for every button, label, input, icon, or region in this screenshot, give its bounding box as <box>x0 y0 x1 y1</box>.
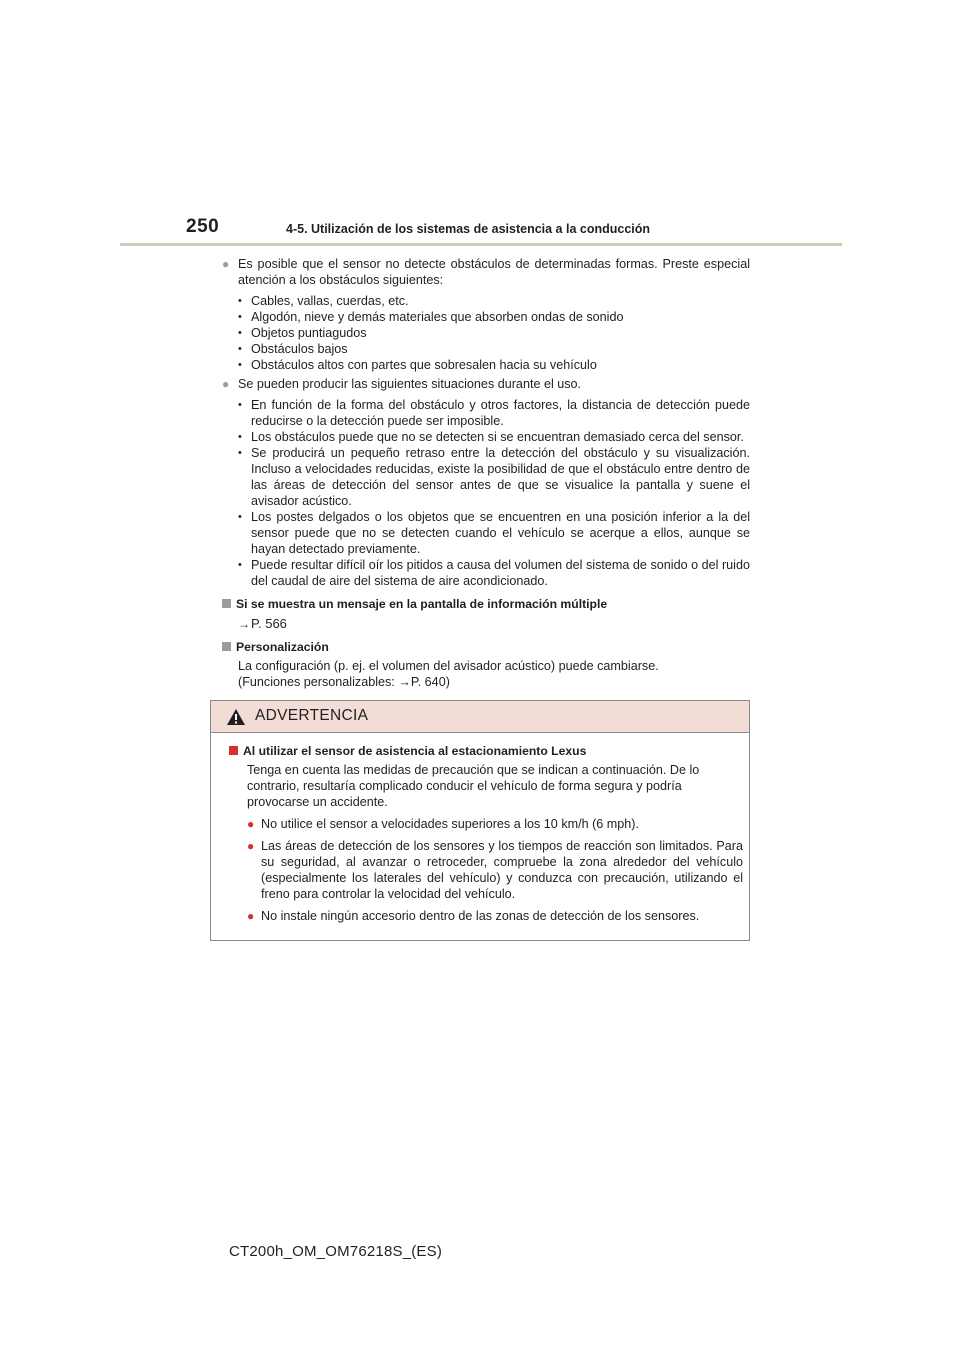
section-heading-customization: Personalización <box>222 639 750 655</box>
paragraph-text: Es posible que el sensor no detecte obstáculos de determinadas formas. Preste especial atención a los obstáculos siguientes: <box>238 257 750 287</box>
warning-title: ADVERTENCIA <box>255 707 369 724</box>
warning-box <box>210 700 750 941</box>
document-code: CT200h_OM_OM76218S_(ES) <box>229 1243 443 1260</box>
list-item: • Puede resultar difícil oír los pitidos a causa del volumen del sistema de sonido o del ruido del caudal de aire del sistema de aire acondicionado. <box>238 557 750 589</box>
list-item: • Objetos puntiagudos <box>238 325 750 341</box>
bullet-paragraph-situations <box>222 376 750 392</box>
square-bullet-icon <box>222 642 231 651</box>
red-bullet-icon: ● <box>247 909 255 923</box>
bullet-icon: ● <box>222 377 230 391</box>
arrow-right-icon: → <box>238 617 250 631</box>
square-bullet-icon <box>229 746 238 755</box>
page-reference-link[interactable]: P. 640 <box>410 675 446 689</box>
bullet-icon: ● <box>222 257 230 271</box>
red-bullet-icon: ● <box>247 817 255 831</box>
warning-triangle-icon <box>226 708 246 726</box>
warning-body <box>229 743 743 924</box>
main-content <box>222 256 750 690</box>
page-header <box>120 212 842 246</box>
page-reference[interactable]: →P. 566 <box>238 616 287 631</box>
paragraph-text: Se pueden producir las siguientes situaciones durante el uso. <box>238 377 582 391</box>
list-item: • Obstáculos bajos <box>238 341 750 357</box>
situation-list <box>222 397 750 589</box>
warning-item: ● Las áreas de detección de los sensores y los tiempos de reacción son limitados. Para su seguridad, al avanzar o retroceder, compruebe la zona alrededor del vehículo (especialmente los laterales del vehículo) y conduzca con precaución, utilizando el freno para controlar la velocidad del vehículo. <box>247 839 743 901</box>
arrow-right-icon: → <box>398 675 411 689</box>
list-item: • Obstáculos altos con partes que sobresalen hacia su vehículo <box>238 357 750 373</box>
customization-reference: (Funciones personalizables: →P. 640) <box>238 675 450 689</box>
warning-header <box>211 701 749 733</box>
page-number: 250 <box>186 216 220 237</box>
warning-intro: Tenga en cuenta las medidas de precaución que se indican a continuación. De lo contrario, resultaría complicado conducir el vehículo de forma segura y podría provocarse un accidente. <box>247 763 700 809</box>
section-title: 4-5. Utilización de los sistemas de asistencia a la conducción <box>286 222 651 236</box>
warning-item: ● No instale ningún accesorio dentro de las zonas de detección de los sensores. <box>247 909 700 923</box>
list-item: • Los postes delgados o los objetos que se encuentren en una posición inferior a la del sensor puede que no se detecten cuando el vehículo se acerque a ellos, aunque se hayan detectado previamente. <box>238 509 750 557</box>
list-item: • Se producirá un pequeño retraso entre la detección del obstáculo y su visualización. Incluso a velocidades reducidas, existe la posibilidad de que el obstáculo entre dentro de las áreas de detección del sensor antes de que se visualice la pantalla y suene el avisador acústico. <box>238 445 750 509</box>
customization-text: La configuración (p. ej. el volumen del avisador acústico) puede cambiarse. (Funciones personalizables: →P. 640) <box>222 658 750 690</box>
bullet-paragraph-shapes <box>222 256 750 288</box>
list-item: • Cables, vallas, cuerdas, etc. <box>238 293 750 309</box>
list-item: • Algodón, nieve y demás materiales que absorben ondas de sonido <box>238 309 750 325</box>
section-heading-message: Si se muestra un mensaje en la pantalla de información múltiple <box>222 596 750 612</box>
obstacle-list <box>222 293 750 373</box>
list-item: • Los obstáculos puede que no se detecten si se encuentran demasiado cerca del sensor. <box>238 429 750 445</box>
warning-item: ● No utilice el sensor a velocidades superiores a los 10 km/h (6 mph). <box>247 817 639 831</box>
warning-heading: Al utilizar el sensor de asistencia al estacionamiento Lexus <box>229 743 743 759</box>
header-rule <box>120 243 842 246</box>
square-bullet-icon <box>222 599 231 608</box>
red-bullet-icon: ● <box>247 839 255 853</box>
list-item: • En función de la forma del obstáculo y otros factores, la distancia de detección puede reducirse o la detección puede ser imposible. <box>238 397 750 429</box>
